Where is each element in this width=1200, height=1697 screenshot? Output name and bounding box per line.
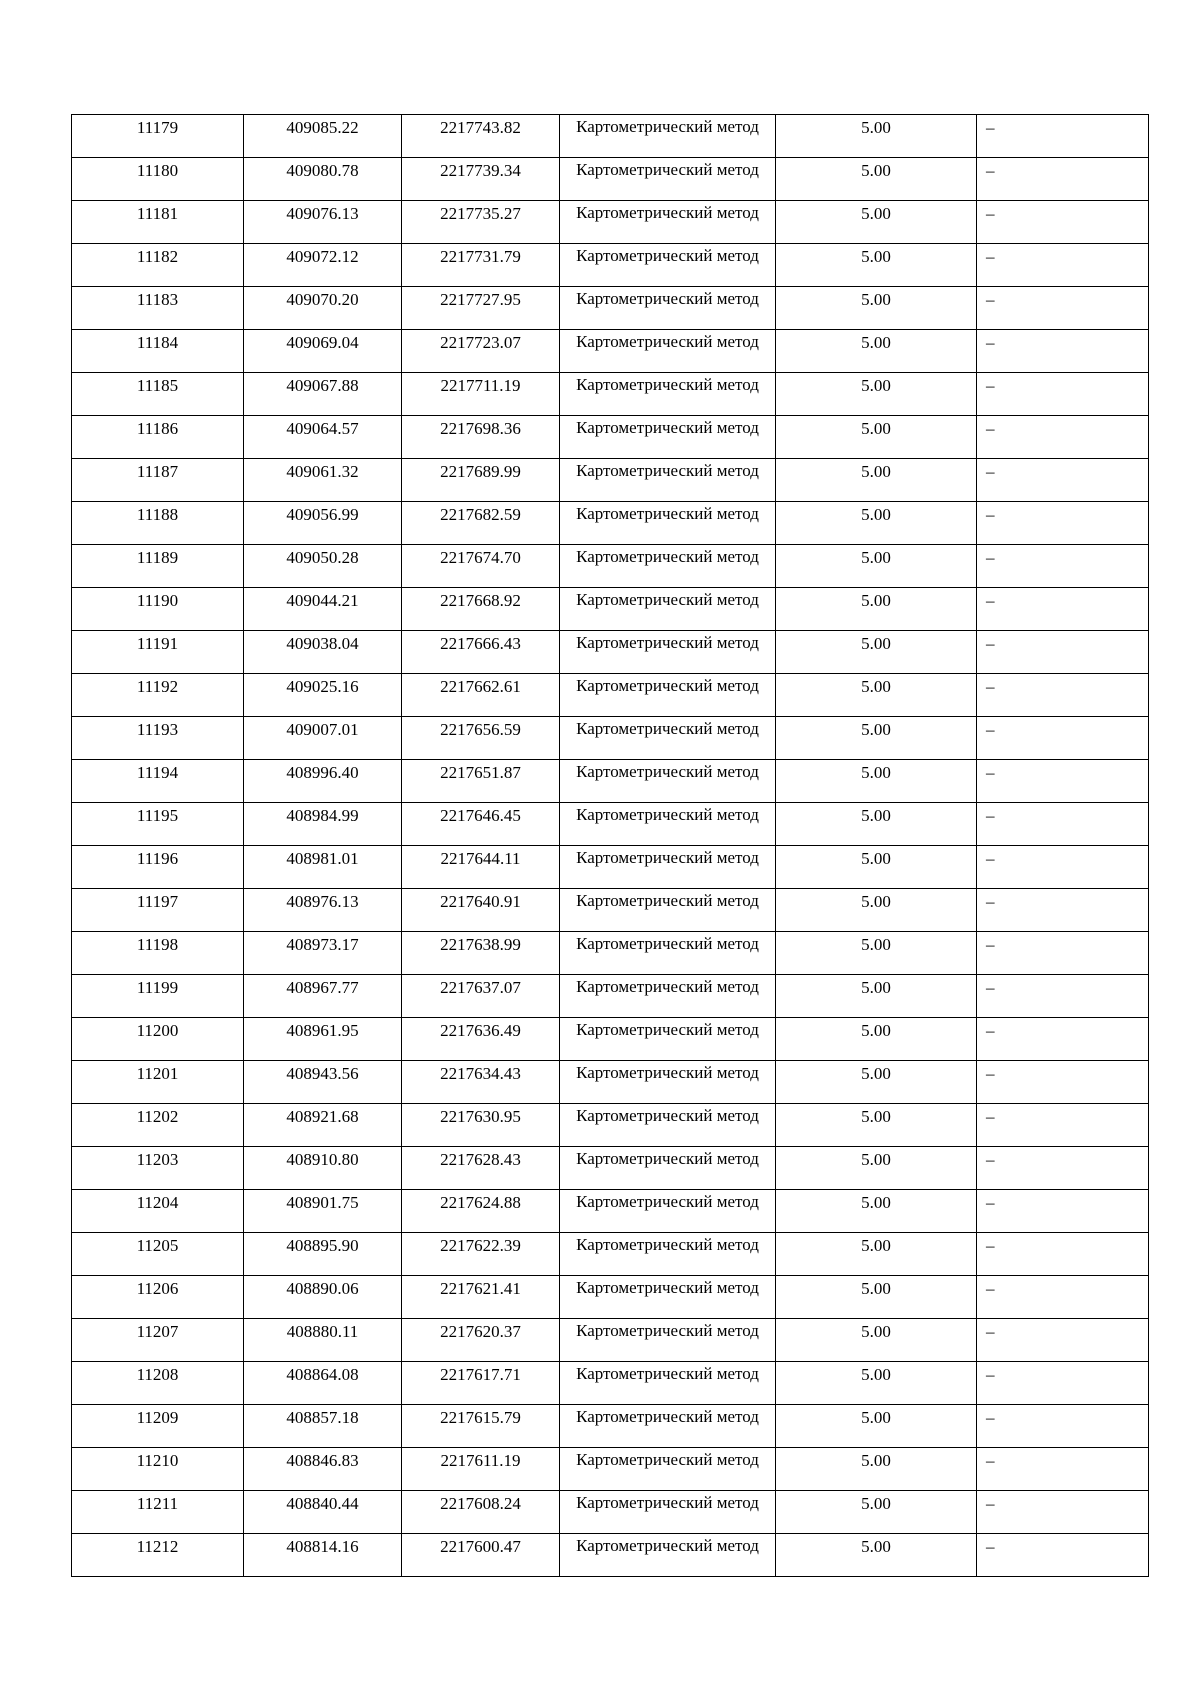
table-row — [72, 330, 1149, 373]
x-coordinate-cell: 408814.16 — [244, 1534, 402, 1577]
method-cell: Картометрический метод — [560, 115, 776, 158]
note-cell: – — [977, 1362, 1149, 1405]
note-cell: – — [977, 1448, 1149, 1491]
method-cell: Картометрический метод — [560, 889, 776, 932]
accuracy-cell: 5.00 — [776, 846, 977, 889]
table-row — [72, 1104, 1149, 1147]
point-number-cell: 11206 — [72, 1276, 244, 1319]
note-cell: – — [977, 674, 1149, 717]
point-number-cell: 11181 — [72, 201, 244, 244]
method-cell: Картометрический метод — [560, 1448, 776, 1491]
note-cell: – — [977, 846, 1149, 889]
table-row — [72, 674, 1149, 717]
method-cell: Картометрический метод — [560, 717, 776, 760]
point-number-cell: 11184 — [72, 330, 244, 373]
accuracy-cell: 5.00 — [776, 1534, 977, 1577]
x-coordinate-cell: 408976.13 — [244, 889, 402, 932]
point-number-cell: 11185 — [72, 373, 244, 416]
accuracy-cell: 5.00 — [776, 717, 977, 760]
point-number-cell: 11200 — [72, 1018, 244, 1061]
point-number-cell: 11198 — [72, 932, 244, 975]
table-row — [72, 373, 1149, 416]
method-cell: Картометрический метод — [560, 201, 776, 244]
table-row — [72, 803, 1149, 846]
method-cell: Картометрический метод — [560, 803, 776, 846]
point-number-cell: 11190 — [72, 588, 244, 631]
x-coordinate-cell: 408973.17 — [244, 932, 402, 975]
point-number-cell: 11211 — [72, 1491, 244, 1534]
x-coordinate-cell: 409069.04 — [244, 330, 402, 373]
y-coordinate-cell: 2217628.43 — [402, 1147, 560, 1190]
method-cell: Картометрический метод — [560, 1233, 776, 1276]
note-cell: – — [977, 1405, 1149, 1448]
y-coordinate-cell: 2217600.47 — [402, 1534, 560, 1577]
accuracy-cell: 5.00 — [776, 631, 977, 674]
y-coordinate-cell: 2217646.45 — [402, 803, 560, 846]
method-cell: Картометрический метод — [560, 1362, 776, 1405]
y-coordinate-cell: 2217636.49 — [402, 1018, 560, 1061]
y-coordinate-cell: 2217674.70 — [402, 545, 560, 588]
accuracy-cell: 5.00 — [776, 1491, 977, 1534]
accuracy-cell: 5.00 — [776, 975, 977, 1018]
y-coordinate-cell: 2217637.07 — [402, 975, 560, 1018]
method-cell: Картометрический метод — [560, 330, 776, 373]
x-coordinate-cell: 408880.11 — [244, 1319, 402, 1362]
method-cell: Картометрический метод — [560, 1190, 776, 1233]
table-row — [72, 158, 1149, 201]
table-row — [72, 1061, 1149, 1104]
method-cell: Картометрический метод — [560, 760, 776, 803]
point-number-cell: 11182 — [72, 244, 244, 287]
y-coordinate-cell: 2217608.24 — [402, 1491, 560, 1534]
y-coordinate-cell: 2217723.07 — [402, 330, 560, 373]
coordinates-table — [71, 114, 1149, 1577]
point-number-cell: 11197 — [72, 889, 244, 932]
x-coordinate-cell: 409044.21 — [244, 588, 402, 631]
note-cell: – — [977, 1319, 1149, 1362]
point-number-cell: 11205 — [72, 1233, 244, 1276]
x-coordinate-cell: 408981.01 — [244, 846, 402, 889]
method-cell: Картометрический метод — [560, 244, 776, 287]
method-cell: Картометрический метод — [560, 1405, 776, 1448]
method-cell: Картометрический метод — [560, 1534, 776, 1577]
table-row — [72, 1276, 1149, 1319]
y-coordinate-cell: 2217651.87 — [402, 760, 560, 803]
table-row — [72, 1362, 1149, 1405]
method-cell: Картометрический метод — [560, 631, 776, 674]
note-cell: – — [977, 459, 1149, 502]
accuracy-cell: 5.00 — [776, 1061, 977, 1104]
accuracy-cell: 5.00 — [776, 502, 977, 545]
table-row — [72, 1147, 1149, 1190]
note-cell: – — [977, 115, 1149, 158]
accuracy-cell: 5.00 — [776, 459, 977, 502]
point-number-cell: 11191 — [72, 631, 244, 674]
table-row — [72, 846, 1149, 889]
y-coordinate-cell: 2217622.39 — [402, 1233, 560, 1276]
note-cell: – — [977, 1190, 1149, 1233]
note-cell: – — [977, 201, 1149, 244]
table-row — [72, 1190, 1149, 1233]
table-row — [72, 889, 1149, 932]
accuracy-cell: 5.00 — [776, 1104, 977, 1147]
y-coordinate-cell: 2217682.59 — [402, 502, 560, 545]
method-cell: Картометрический метод — [560, 846, 776, 889]
accuracy-cell: 5.00 — [776, 1190, 977, 1233]
method-cell: Картометрический метод — [560, 1319, 776, 1362]
table-row — [72, 975, 1149, 1018]
method-cell: Картометрический метод — [560, 975, 776, 1018]
y-coordinate-cell: 2217620.37 — [402, 1319, 560, 1362]
method-cell: Картометрический метод — [560, 932, 776, 975]
y-coordinate-cell: 2217666.43 — [402, 631, 560, 674]
table-row — [72, 932, 1149, 975]
x-coordinate-cell: 409080.78 — [244, 158, 402, 201]
note-cell: – — [977, 1104, 1149, 1147]
method-cell: Картометрический метод — [560, 1104, 776, 1147]
method-cell: Картометрический метод — [560, 158, 776, 201]
point-number-cell: 11180 — [72, 158, 244, 201]
point-number-cell: 11199 — [72, 975, 244, 1018]
method-cell: Картометрический метод — [560, 1018, 776, 1061]
point-number-cell: 11194 — [72, 760, 244, 803]
accuracy-cell: 5.00 — [776, 287, 977, 330]
accuracy-cell: 5.00 — [776, 244, 977, 287]
accuracy-cell: 5.00 — [776, 416, 977, 459]
point-number-cell: 11201 — [72, 1061, 244, 1104]
note-cell: – — [977, 588, 1149, 631]
x-coordinate-cell: 408901.75 — [244, 1190, 402, 1233]
x-coordinate-cell: 409076.13 — [244, 201, 402, 244]
y-coordinate-cell: 2217698.36 — [402, 416, 560, 459]
x-coordinate-cell: 408921.68 — [244, 1104, 402, 1147]
accuracy-cell: 5.00 — [776, 1276, 977, 1319]
point-number-cell: 11183 — [72, 287, 244, 330]
accuracy-cell: 5.00 — [776, 803, 977, 846]
note-cell: – — [977, 373, 1149, 416]
accuracy-cell: 5.00 — [776, 889, 977, 932]
note-cell: – — [977, 1061, 1149, 1104]
point-number-cell: 11188 — [72, 502, 244, 545]
point-number-cell: 11204 — [72, 1190, 244, 1233]
x-coordinate-cell: 409067.88 — [244, 373, 402, 416]
table-row — [72, 115, 1149, 158]
x-coordinate-cell: 408967.77 — [244, 975, 402, 1018]
accuracy-cell: 5.00 — [776, 1405, 977, 1448]
x-coordinate-cell: 408864.08 — [244, 1362, 402, 1405]
point-number-cell: 11186 — [72, 416, 244, 459]
note-cell: – — [977, 803, 1149, 846]
accuracy-cell: 5.00 — [776, 1147, 977, 1190]
note-cell: – — [977, 416, 1149, 459]
note-cell: – — [977, 1147, 1149, 1190]
method-cell: Картометрический метод — [560, 373, 776, 416]
table-row — [72, 545, 1149, 588]
table-row — [72, 1319, 1149, 1362]
accuracy-cell: 5.00 — [776, 158, 977, 201]
method-cell: Картометрический метод — [560, 1147, 776, 1190]
table-row — [72, 631, 1149, 674]
x-coordinate-cell: 409085.22 — [244, 115, 402, 158]
note-cell: – — [977, 975, 1149, 1018]
accuracy-cell: 5.00 — [776, 1018, 977, 1061]
table-row — [72, 1018, 1149, 1061]
accuracy-cell: 5.00 — [776, 932, 977, 975]
note-cell: – — [977, 1491, 1149, 1534]
method-cell: Картометрический метод — [560, 502, 776, 545]
x-coordinate-cell: 409064.57 — [244, 416, 402, 459]
point-number-cell: 11207 — [72, 1319, 244, 1362]
accuracy-cell: 5.00 — [776, 201, 977, 244]
note-cell: – — [977, 1534, 1149, 1577]
x-coordinate-cell: 408846.83 — [244, 1448, 402, 1491]
point-number-cell: 11212 — [72, 1534, 244, 1577]
coordinates-table-body — [72, 115, 1149, 1577]
y-coordinate-cell: 2217727.95 — [402, 287, 560, 330]
x-coordinate-cell: 409070.20 — [244, 287, 402, 330]
accuracy-cell: 5.00 — [776, 760, 977, 803]
method-cell: Картометрический метод — [560, 1061, 776, 1104]
x-coordinate-cell: 408857.18 — [244, 1405, 402, 1448]
x-coordinate-cell: 409050.28 — [244, 545, 402, 588]
x-coordinate-cell: 409061.32 — [244, 459, 402, 502]
table-row — [72, 244, 1149, 287]
point-number-cell: 11196 — [72, 846, 244, 889]
accuracy-cell: 5.00 — [776, 330, 977, 373]
accuracy-cell: 5.00 — [776, 545, 977, 588]
table-row — [72, 717, 1149, 760]
note-cell: – — [977, 631, 1149, 674]
table-row — [72, 1534, 1149, 1577]
x-coordinate-cell: 409038.04 — [244, 631, 402, 674]
point-number-cell: 11193 — [72, 717, 244, 760]
accuracy-cell: 5.00 — [776, 373, 977, 416]
note-cell: – — [977, 502, 1149, 545]
y-coordinate-cell: 2217735.27 — [402, 201, 560, 244]
x-coordinate-cell: 408890.06 — [244, 1276, 402, 1319]
note-cell: – — [977, 545, 1149, 588]
point-number-cell: 11179 — [72, 115, 244, 158]
x-coordinate-cell: 408984.99 — [244, 803, 402, 846]
method-cell: Картометрический метод — [560, 1491, 776, 1534]
x-coordinate-cell: 409025.16 — [244, 674, 402, 717]
note-cell: – — [977, 889, 1149, 932]
y-coordinate-cell: 2217711.19 — [402, 373, 560, 416]
y-coordinate-cell: 2217689.99 — [402, 459, 560, 502]
y-coordinate-cell: 2217743.82 — [402, 115, 560, 158]
table-row — [72, 201, 1149, 244]
accuracy-cell: 5.00 — [776, 1362, 977, 1405]
note-cell: – — [977, 1276, 1149, 1319]
x-coordinate-cell: 409007.01 — [244, 717, 402, 760]
note-cell: – — [977, 244, 1149, 287]
point-number-cell: 11202 — [72, 1104, 244, 1147]
y-coordinate-cell: 2217739.34 — [402, 158, 560, 201]
method-cell: Картометрический метод — [560, 588, 776, 631]
y-coordinate-cell: 2217621.41 — [402, 1276, 560, 1319]
note-cell: – — [977, 287, 1149, 330]
note-cell: – — [977, 932, 1149, 975]
y-coordinate-cell: 2217634.43 — [402, 1061, 560, 1104]
y-coordinate-cell: 2217640.91 — [402, 889, 560, 932]
x-coordinate-cell: 408961.95 — [244, 1018, 402, 1061]
point-number-cell: 11192 — [72, 674, 244, 717]
note-cell: – — [977, 330, 1149, 373]
y-coordinate-cell: 2217615.79 — [402, 1405, 560, 1448]
x-coordinate-cell: 408943.56 — [244, 1061, 402, 1104]
x-coordinate-cell: 408996.40 — [244, 760, 402, 803]
y-coordinate-cell: 2217624.88 — [402, 1190, 560, 1233]
point-number-cell: 11189 — [72, 545, 244, 588]
method-cell: Картометрический метод — [560, 674, 776, 717]
table-row — [72, 459, 1149, 502]
note-cell: – — [977, 717, 1149, 760]
x-coordinate-cell: 409056.99 — [244, 502, 402, 545]
table-row — [72, 588, 1149, 631]
accuracy-cell: 5.00 — [776, 115, 977, 158]
point-number-cell: 11209 — [72, 1405, 244, 1448]
method-cell: Картометрический метод — [560, 459, 776, 502]
y-coordinate-cell: 2217617.71 — [402, 1362, 560, 1405]
point-number-cell: 11208 — [72, 1362, 244, 1405]
table-row — [72, 287, 1149, 330]
point-number-cell: 11195 — [72, 803, 244, 846]
table-row — [72, 1233, 1149, 1276]
y-coordinate-cell: 2217731.79 — [402, 244, 560, 287]
table-row — [72, 1405, 1149, 1448]
method-cell: Картометрический метод — [560, 416, 776, 459]
method-cell: Картометрический метод — [560, 1276, 776, 1319]
table-row — [72, 416, 1149, 459]
note-cell: – — [977, 1018, 1149, 1061]
y-coordinate-cell: 2217644.11 — [402, 846, 560, 889]
y-coordinate-cell: 2217662.61 — [402, 674, 560, 717]
y-coordinate-cell: 2217611.19 — [402, 1448, 560, 1491]
point-number-cell: 11187 — [72, 459, 244, 502]
note-cell: – — [977, 158, 1149, 201]
y-coordinate-cell: 2217656.59 — [402, 717, 560, 760]
y-coordinate-cell: 2217638.99 — [402, 932, 560, 975]
y-coordinate-cell: 2217630.95 — [402, 1104, 560, 1147]
table-row — [72, 1491, 1149, 1534]
method-cell: Картометрический метод — [560, 287, 776, 330]
accuracy-cell: 5.00 — [776, 1233, 977, 1276]
point-number-cell: 11203 — [72, 1147, 244, 1190]
x-coordinate-cell: 409072.12 — [244, 244, 402, 287]
table-row — [72, 760, 1149, 803]
point-number-cell: 11210 — [72, 1448, 244, 1491]
note-cell: – — [977, 1233, 1149, 1276]
accuracy-cell: 5.00 — [776, 674, 977, 717]
x-coordinate-cell: 408895.90 — [244, 1233, 402, 1276]
accuracy-cell: 5.00 — [776, 588, 977, 631]
method-cell: Картометрический метод — [560, 545, 776, 588]
x-coordinate-cell: 408840.44 — [244, 1491, 402, 1534]
note-cell: – — [977, 760, 1149, 803]
table-row — [72, 1448, 1149, 1491]
x-coordinate-cell: 408910.80 — [244, 1147, 402, 1190]
y-coordinate-cell: 2217668.92 — [402, 588, 560, 631]
table-row — [72, 502, 1149, 545]
accuracy-cell: 5.00 — [776, 1448, 977, 1491]
accuracy-cell: 5.00 — [776, 1319, 977, 1362]
